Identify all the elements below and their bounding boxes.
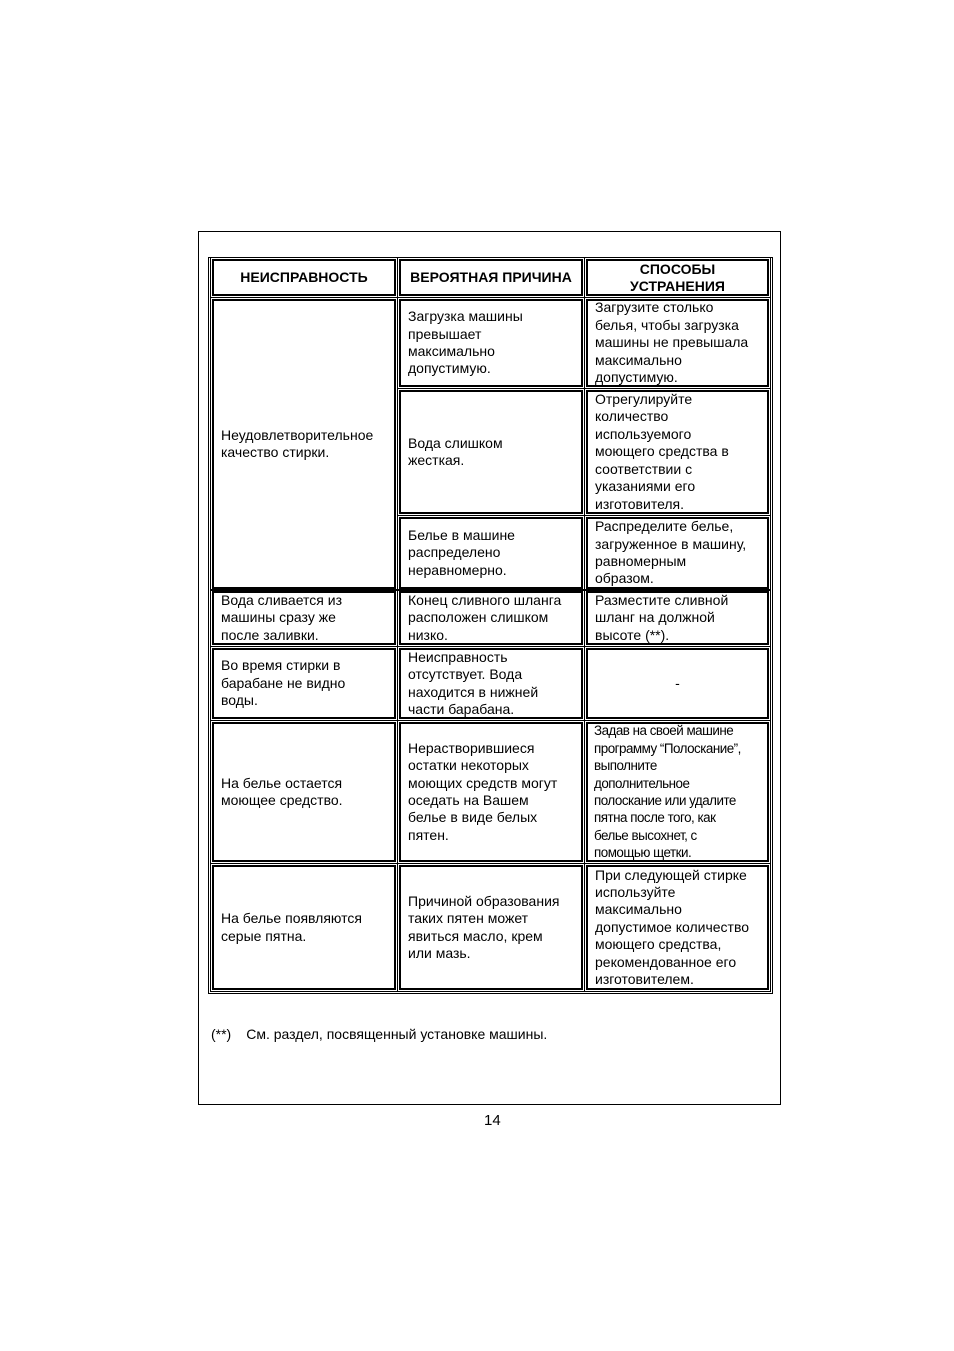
cell-text: Загрузка машины превышает максимально допустимую. <box>408 308 523 377</box>
cell-text: Отрегулируйте количество используемого моющего средства в соответствии с указаниями его изготовителя. <box>595 391 729 512</box>
cell-text: Во время стирки в барабане не видно воды. <box>221 657 346 709</box>
cell-text: На белье остается моющее средство. <box>221 774 343 808</box>
cell-text: Задав на своей машине программу “Полоскание”, выполните дополнительное полоскание или удалите пятна после того, как белье высохнет, с помощью щетки. <box>594 723 741 861</box>
cause-cell <box>399 648 583 719</box>
cause-cell <box>399 591 583 645</box>
header-cause <box>399 259 583 296</box>
cause-cell <box>399 517 583 589</box>
fault-cell <box>212 299 396 589</box>
cell-text: Конец сливного шланга расположен слишком низко. <box>408 591 562 643</box>
header-remedy <box>586 259 769 296</box>
cell-text: Вода сливается из машины сразу же после заливки. <box>221 591 343 643</box>
cause-cell <box>399 865 583 990</box>
fault-cell <box>212 648 396 719</box>
cell-text: Нерастворившиеся остатки некоторых моющих средств могут оседать на Вашем белье в виде белых пятен. <box>408 739 558 843</box>
fault-cell <box>212 722 396 862</box>
fault-cell <box>212 865 396 990</box>
cell-text: Распределите белье, загруженное в машину, равномерным образом. <box>595 518 747 587</box>
cause-cell <box>399 390 583 514</box>
cell-text: Загрузите столько белья, чтобы загрузка машины не превышала максимально допустимую. <box>595 299 749 386</box>
cause-cell <box>399 299 583 387</box>
cause-cell <box>399 722 583 862</box>
header-fault <box>212 259 396 296</box>
cell-text: Белье в машине распределено неравномерно. <box>408 526 515 578</box>
remedy-cell <box>586 722 769 862</box>
cell-text: Разместите сливной шланг на должной высоте (**). <box>595 591 729 643</box>
header-text: СПОСОБЫ УСТРАНЕНИЯ <box>630 260 725 294</box>
remedy-cell <box>586 390 769 514</box>
remedy-cell <box>586 648 769 719</box>
page-number: 14 <box>484 1112 501 1129</box>
remedy-cell <box>586 865 769 990</box>
header-text: НЕИСПРАВНОСТЬ <box>240 269 368 285</box>
cell-text: Неисправность отсутствует. Вода находится в нижней части барабана. <box>408 648 539 717</box>
fault-cell <box>212 591 396 645</box>
header-text: ВЕРОЯТНАЯ ПРИЧИНА <box>410 269 572 285</box>
cell-text: Вода слишком жесткая. <box>408 434 503 468</box>
footnote <box>211 1026 547 1042</box>
cell-text: На белье появляются серые пятна. <box>221 910 362 944</box>
footnote-text: См. раздел, посвященный установке машины. <box>246 1026 548 1042</box>
cell-text: Неудовлетворительное качество стирки. <box>221 426 374 460</box>
cell-text: При следующей стирке используйте максимально допустимое количество моющего средства, рекомендованное его изготовителем. <box>595 866 750 988</box>
remedy-cell <box>586 591 769 645</box>
remedy-cell <box>586 517 769 589</box>
footnote-mark: (**) <box>211 1026 232 1042</box>
cell-text: - <box>675 674 680 691</box>
cell-text: Причиной образования таких пятен может явиться масло, крем или мазь. <box>408 892 560 961</box>
remedy-cell <box>586 299 769 387</box>
